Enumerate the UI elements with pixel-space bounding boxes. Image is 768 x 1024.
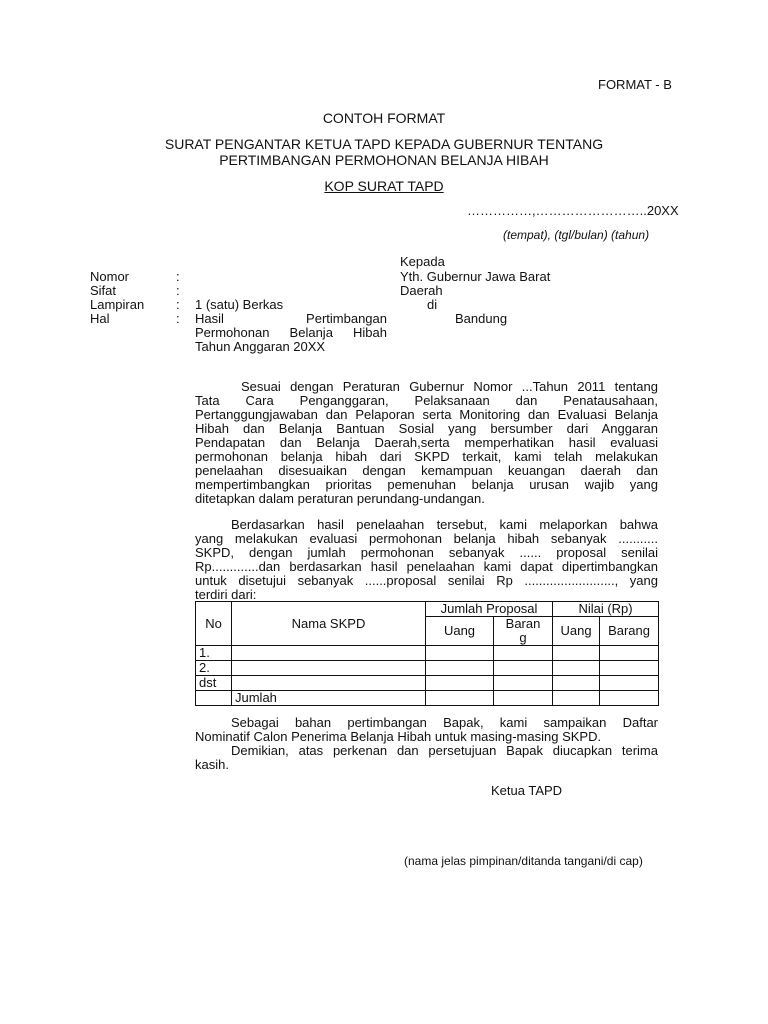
hal-label: Hal [90, 311, 110, 326]
document-title: CONTOH FORMAT [322, 110, 446, 126]
col-jumlah-proposal-header: Jumlah Proposal [426, 602, 553, 617]
para1-line: Tata Cara Penganggaran, Pelaksanaan dan Penatausahaan, [195, 393, 658, 408]
col-nama-header: Nama SKPD [232, 602, 426, 646]
hal-line1: Hasil Pertimbangan [195, 311, 387, 326]
nomor-colon: : [176, 269, 180, 284]
recipient-daerah: Daerah [400, 283, 443, 298]
lampiran-value: 1 (satu) Berkas [195, 297, 284, 312]
col-uang-header: Uang [426, 617, 494, 646]
recipient-yth: Yth. Gubernur Jawa Barat [400, 269, 551, 284]
para1-line: mempertimbangkan prioritas pemenuhan belanja urusan wajib yang [195, 477, 658, 492]
para1-line: Hibah dan Belanja Bantuan Sosial yang bersumber dari Anggaran [195, 421, 658, 436]
col-no-header: No [196, 602, 232, 646]
nomor-label: Nomor [90, 269, 130, 284]
para2-line: SKPD, dengan jumlah permohonan sebanyak ...... proposal senilai [195, 545, 658, 560]
para1-line: permohonan belanja hibah dari SKPD terkait, kami telah melakukan [195, 449, 658, 464]
col-uang2-header: Uang [553, 617, 600, 646]
table-row [196, 646, 659, 661]
para3-line: Nominatif Calon Penerima Belanja Hibah untuk masing-masing SKPD. [195, 729, 602, 744]
row-jumlah: Jumlah [232, 691, 426, 706]
row-no: 2. [196, 661, 232, 676]
para1-line: penelaahan disesuaikan dengan kemampuan keuangan daerah dan [195, 463, 658, 478]
kop-surat: KOP SURAT TAPD [324, 178, 444, 194]
col-barang2-header: Barang [600, 617, 659, 646]
date-line: ……………,……………………..20XX [467, 203, 679, 218]
lampiran-colon: : [176, 297, 180, 312]
sifat-colon: : [176, 283, 180, 298]
table-row [196, 676, 659, 691]
row-no: 1. [196, 646, 232, 661]
signature-hint: (nama jelas pimpinan/ditanda tangani/di cap) [404, 854, 643, 868]
para1-line: Sesuai dengan Peraturan Gubernur Nomor ...Tahun 2011 tentang [241, 379, 658, 394]
date-hint: (tempat), (tgl/bulan) (tahun) [503, 228, 650, 242]
document-subtitle-line1: SURAT PENGANTAR KETUA TAPD KEPADA GUBERNUR TENTANG [164, 136, 604, 152]
para2-line: Rp.............dan berdasarkan hasil penelaahan kami dapat dipertimbangkan [195, 559, 658, 574]
lampiran-label: Lampiran [90, 297, 145, 312]
sifat-label: Sifat [90, 283, 117, 298]
para4-line: Demikian, atas perkenan dan persetujuan Bapak diucapkan terima [231, 743, 658, 758]
row-no: dst [196, 676, 232, 691]
para3-line: Sebagai bahan pertimbangan Bapak, kami sampaikan Daftar [231, 715, 658, 730]
hal-colon: : [176, 311, 180, 326]
para1-line: Pertanggungjawaban dan Pelaporan serta Monitoring dan Evaluasi Belanja [195, 407, 658, 422]
col-barang-header-part1: Baran [505, 616, 541, 631]
recipient-kepada: Kepada [400, 254, 445, 269]
para4-line: kasih. [195, 757, 229, 772]
table-total-row [196, 691, 659, 706]
para2-line: Berdasarkan hasil penelaahan tersebut, kami melaporkan bahwa [231, 517, 658, 532]
para2-line: terdiri dari: [195, 587, 257, 602]
document-subtitle-line2: PERTIMBANGAN PERMOHONAN BELANJA HIBAH [219, 152, 549, 168]
para2-line: yang melakukan evaluasi permohonan belanja hibah sebanyak ........... [195, 531, 658, 546]
format-code: FORMAT - B [598, 77, 672, 92]
col-barang-header [494, 617, 553, 646]
para1-line: Pendapatan dan Belanja Daerah,serta memperhatikan hasil evaluasi [195, 435, 658, 450]
col-barang-header-part2: g [519, 630, 527, 645]
hal-line3: Tahun Anggaran 20XX [195, 339, 326, 354]
signatory: Ketua TAPD [491, 783, 563, 798]
recipient-city: Bandung [455, 311, 508, 326]
para2-line: untuk disetujui sebanyak ......proposal senilai Rp ........................., yang [195, 573, 658, 588]
skpd-table [195, 601, 659, 706]
para1-line: ditetapkan dalam peraturan perundang-undangan. [195, 491, 485, 506]
table-row [196, 661, 659, 676]
hal-line2: Permohonan Belanja Hibah [195, 325, 387, 340]
col-nilai-header: Nilai (Rp) [553, 602, 659, 617]
recipient-di: di [427, 297, 438, 312]
